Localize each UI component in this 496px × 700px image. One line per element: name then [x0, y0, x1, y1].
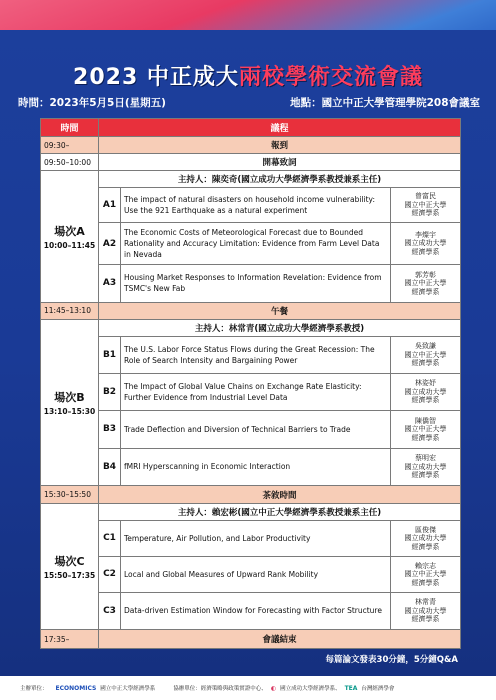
- session-c-time: 15:50–17:35: [43, 571, 96, 580]
- paper-speaker: 賴宗志 國立中正大學 經濟學系: [391, 557, 461, 592]
- co-organizer-3: 台灣經濟學會: [361, 686, 395, 692]
- row-time: 15:30–15:50: [41, 486, 99, 504]
- paper-speaker: 吳致謙 國立中正大學 經濟學系: [391, 337, 461, 374]
- paper-title: Housing Market Responses to Information Revelation: Evidence from TSMC's New Fab: [121, 265, 391, 303]
- session-b-time: 13:10–15:30: [43, 407, 96, 417]
- poster-title: [0, 60, 496, 91]
- paper-code: C2: [99, 557, 121, 592]
- session-b-name: 場次B: [54, 391, 85, 405]
- paper-row: [41, 373, 461, 411]
- header-agenda: 議程: [99, 119, 461, 137]
- tea-logo-icon: TEA: [344, 684, 358, 692]
- paper-title: The impact of natural disasters on household income vulnerability: Use the 921 Earthquake as a natural experiment: [121, 187, 391, 222]
- paper-title: The U.S. Labor Force Status Flows during the Great Recession: The Role of Search Intensity and Bargaining Power: [121, 337, 391, 374]
- paper-code: C3: [99, 592, 121, 630]
- table-row: [41, 302, 461, 320]
- paper-code: A1: [99, 187, 121, 222]
- paper-title: The Impact of Global Value Chains on Exchange Rate Elasticity: Further Evidence from Industrial Level Data: [121, 373, 391, 411]
- session-a-chair: 主持人：陳奕奇(國立成功大學經濟學系教授兼系主任): [99, 171, 461, 188]
- paper-row: [41, 592, 461, 630]
- row-time: 09:30–: [41, 136, 99, 154]
- paper-row: [41, 411, 461, 449]
- paper-speaker: 林常青 國立成功大學 經濟學系: [391, 592, 461, 630]
- paper-code: A2: [99, 223, 121, 265]
- event-place: 地點：國立中正大學管理學院208會議室: [290, 97, 480, 109]
- paper-row: [41, 448, 461, 486]
- table-row: [41, 486, 461, 504]
- paper-speaker: 曾富民 國立中正大學 經濟學系: [391, 187, 461, 222]
- session-c-chair-row: [41, 503, 461, 520]
- paper-title: Data-driven Estimation Window for Forecasting with Factor Structure: [121, 592, 391, 630]
- session-b-chair: 主持人：林常青(國立成功大學經濟學系教授): [99, 320, 461, 337]
- row-time: 17:35–: [41, 630, 99, 649]
- presentation-note: 每篇論文發表30分鐘，5分鐘Q&A: [325, 655, 458, 665]
- session-c-cell: [41, 503, 99, 629]
- paper-speaker: 李燦宇 國立成功大學 經濟學系: [391, 223, 461, 265]
- row-label: 開幕致詞: [99, 154, 461, 171]
- paper-code: B2: [99, 373, 121, 411]
- session-c-name: 場次C: [54, 555, 85, 568]
- table-row: [41, 136, 461, 154]
- session-a-time: 10:00–11:45: [43, 240, 96, 250]
- host-name: 國立中正大學經濟學系: [100, 686, 156, 692]
- paper-speaker: 郭芳彰 國立中正大學 經濟學系: [391, 265, 461, 303]
- paper-row: [41, 187, 461, 222]
- header-time: 時間: [41, 119, 99, 137]
- paper-title: Temperature, Air Pollution, and Labor Productivity: [121, 520, 391, 557]
- row-time: 09:50–10:00: [41, 154, 99, 171]
- table-row: [41, 630, 461, 649]
- paper-code: B1: [99, 337, 121, 374]
- row-label: 報到: [99, 136, 461, 154]
- co-organizer-label: 協辦單位：經濟策略與政策實證中心、: [173, 686, 267, 692]
- partner-logo-icon: ◐: [270, 684, 277, 692]
- session-c-chair: 主持人：賴宏彬(國立中正大學經濟學系教授兼系主任): [99, 503, 461, 520]
- title-main: 2023 中正成大: [73, 65, 239, 90]
- session-b-chair-row: [41, 320, 461, 337]
- paper-row: [41, 520, 461, 557]
- paper-row: [41, 557, 461, 592]
- paper-row: [41, 265, 461, 303]
- co-organizer-2: 國立成功大學經濟學系、: [280, 686, 341, 692]
- row-label: 茶敘時間: [99, 486, 461, 504]
- paper-title: The Economic Costs of Meteorological Forecast due to Bounded Rationality and Accuracy Limitation: Evidence from Farm Level Data in Nevada: [121, 223, 391, 265]
- paper-speaker: 區俊傑 國立成功大學 經濟學系: [391, 520, 461, 557]
- session-b-cell: [41, 320, 99, 486]
- paper-code: A3: [99, 265, 121, 303]
- paper-speaker: 蔡明宏 國立成功大學 經濟學系: [391, 448, 461, 486]
- title-accent: 兩校學術交流會議: [238, 65, 423, 90]
- paper-title: fMRI Hyperscanning in Economic Interaction: [121, 448, 391, 486]
- paper-title: Trade Deflection and Diversion of Technical Barriers to Trade: [121, 411, 391, 449]
- row-time: 11:45–13:10: [41, 302, 99, 320]
- economics-logo-icon: ECONOMICS: [55, 684, 97, 692]
- paper-row: [41, 337, 461, 374]
- event-time: 時間：2023年5月5日(星期五): [18, 97, 166, 109]
- schedule-table: [40, 118, 461, 649]
- row-label: 午餐: [99, 302, 461, 320]
- session-a-name: 場次A: [54, 224, 85, 238]
- table-header-row: [41, 119, 461, 137]
- host-label: 主辦單位：: [20, 686, 48, 692]
- paper-code: B4: [99, 448, 121, 486]
- info-row: [18, 95, 480, 110]
- paper-code: B3: [99, 411, 121, 449]
- paper-speaker: 陳僑智 國立中正大學 經濟學系: [391, 411, 461, 449]
- paper-row: [41, 223, 461, 265]
- paper-code: C1: [99, 520, 121, 557]
- session-a-cell: [41, 171, 99, 302]
- paper-title: Local and Global Measures of Upward Rank Mobility: [121, 557, 391, 592]
- session-a-chair-row: [41, 171, 461, 188]
- table-row: [41, 154, 461, 171]
- paper-speaker: 林姿妤 國立成功大學 經濟學系: [391, 373, 461, 411]
- footer: [0, 676, 496, 700]
- row-label: 會議結束: [99, 630, 461, 649]
